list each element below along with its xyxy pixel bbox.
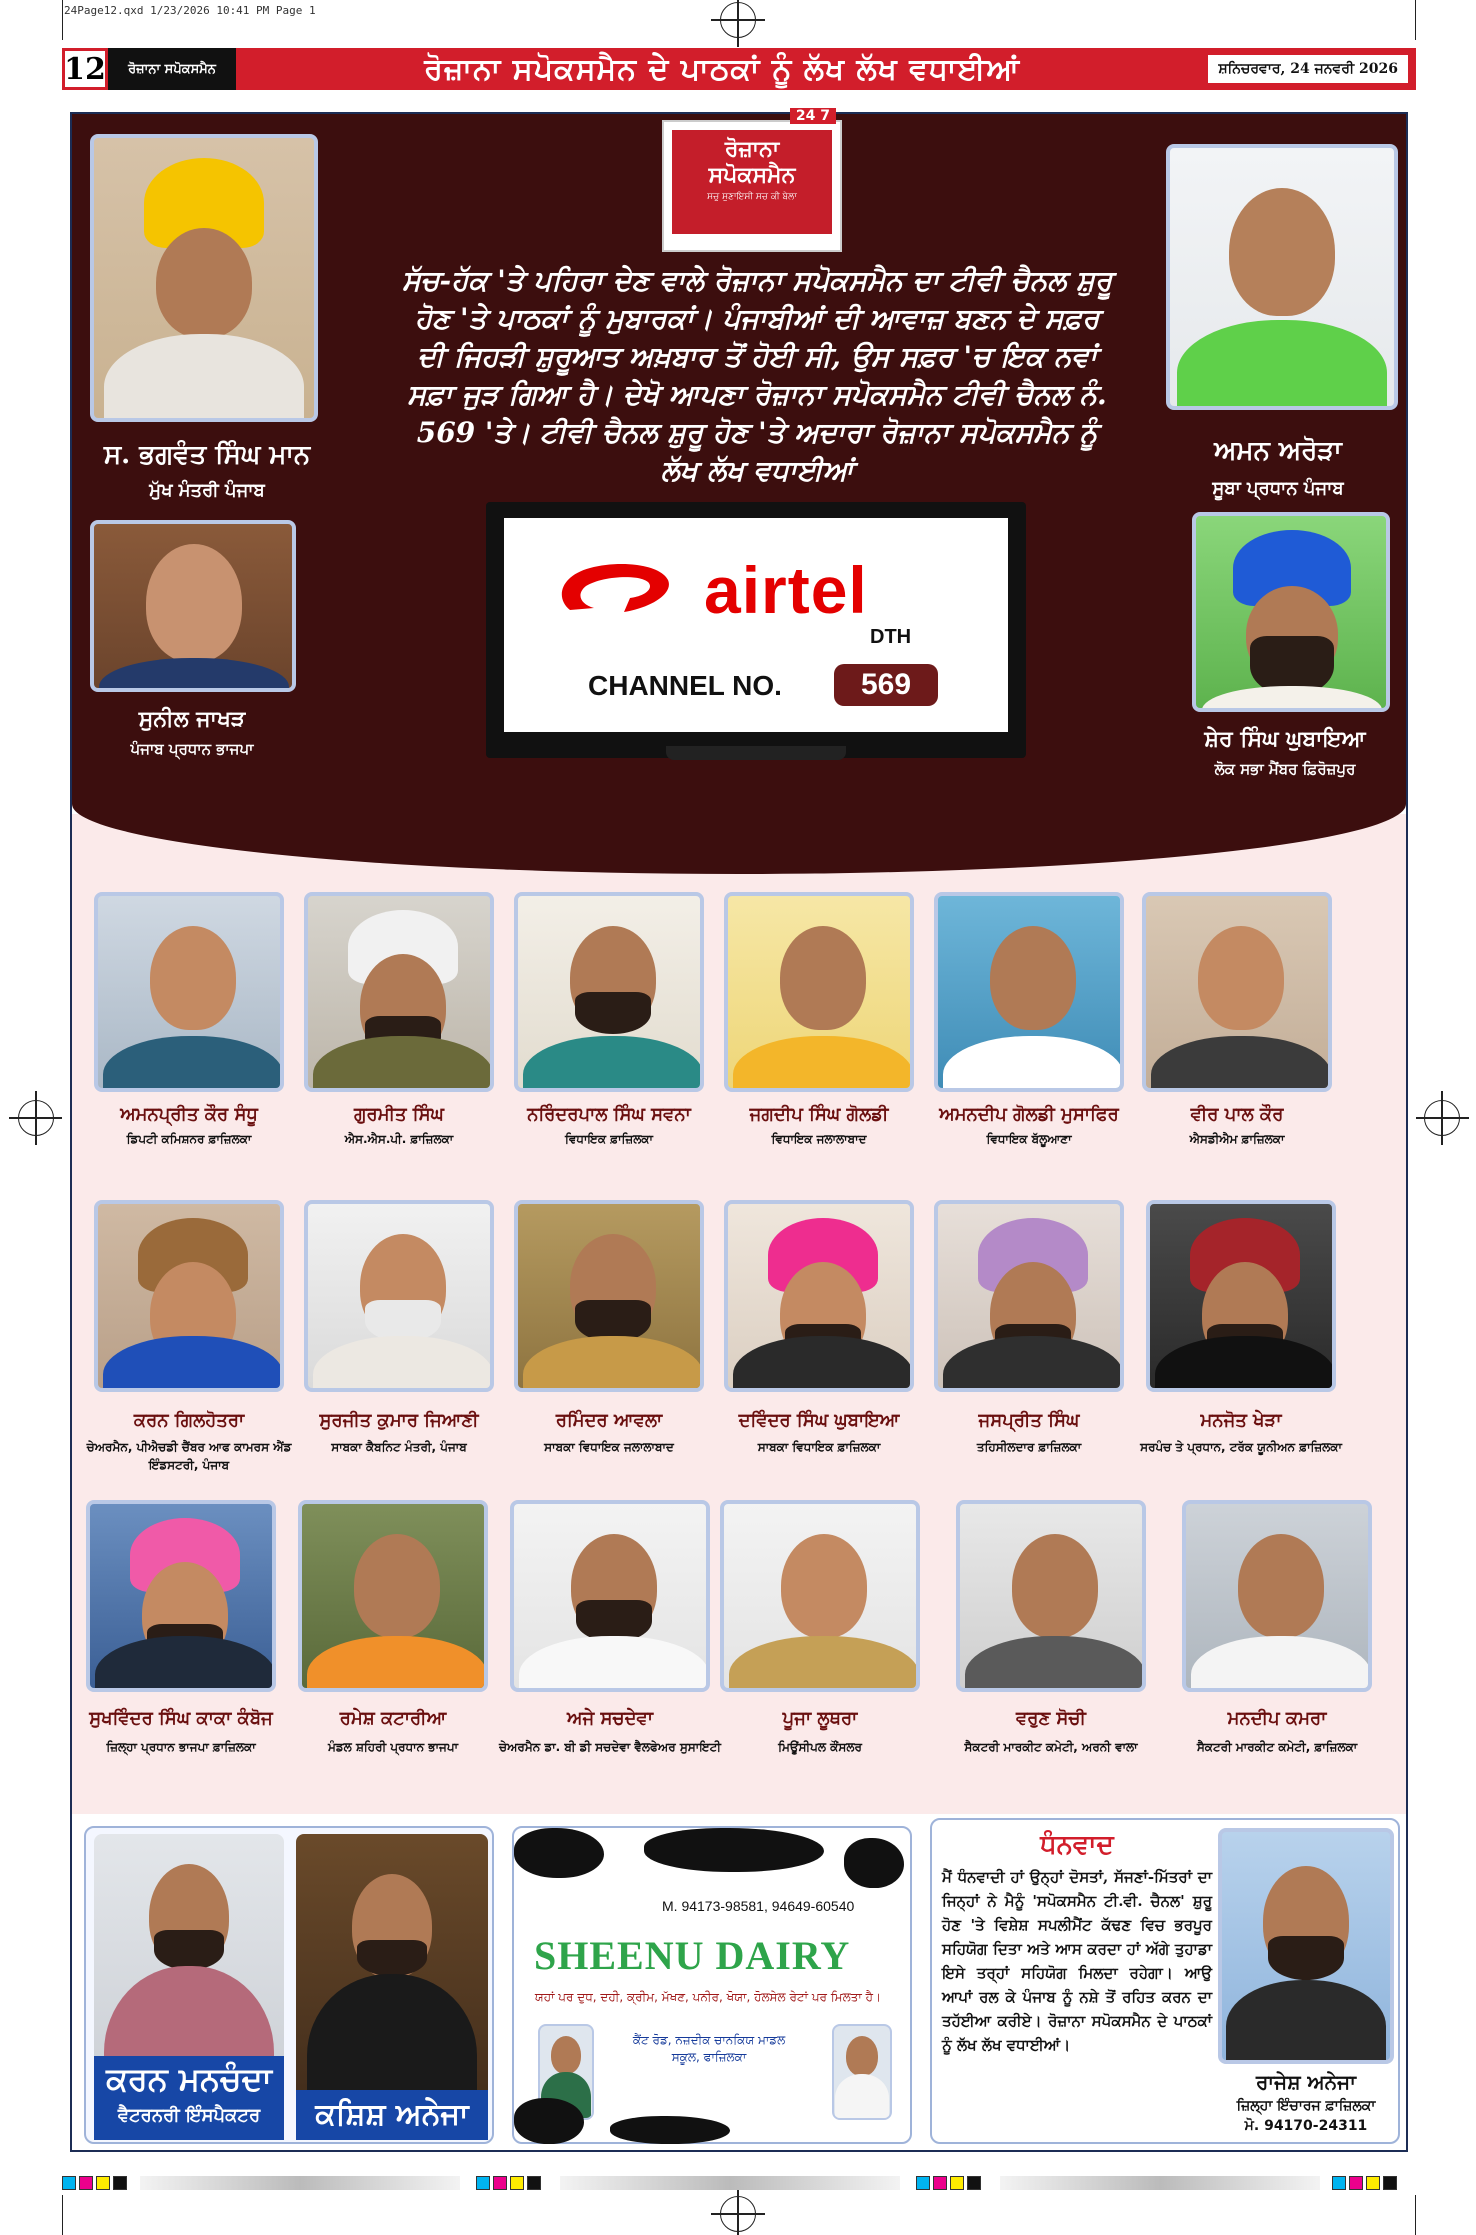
grey-bar bbox=[1000, 2176, 1320, 2190]
person-name: ਜਸਪ੍ਰੀਤ ਸਿੰਘ bbox=[978, 1410, 1080, 1431]
sheenu-dairy-ad bbox=[512, 1826, 912, 2144]
person-photo bbox=[94, 1200, 284, 1392]
channel-label: CHANNEL NO. bbox=[588, 670, 782, 701]
dairy-tagline: ਯਹਾਂ ਪਰ ਦੁਧ, ਦਹੀ, ਕ੍ਰੀਮ, ਮੱਖਣ, ਪਨੀਰ, ਖੋਯਾ, ਹੋਲਸੇਲ ਰੇਟਾਂ ਪਰ ਮਿਲਤਾ ਹੈ। bbox=[534, 1990, 882, 2004]
grey-bar bbox=[140, 2176, 460, 2190]
thanks-text: ਮੈਂ ਧੰਨਵਾਦੀ ਹਾਂ ਉਨ੍ਹਾਂ ਦੋਸਤਾਂ, ਸੱਜਣਾਂ-ਮਿੱਤਰਾਂ ਦਾ ਜਿਨ੍ਹਾਂ ਨੇ ਮੈਨੂੰ 'ਸਪੋਕਸਮੈਨ ਟੀ.ਵੀ. ਚੈਨਲ' ਸ਼ੁਰੂ ਹੋਣ 'ਤੇ ਵਿਸ਼ੇਸ਼ ਸਪਲੀਮੈਂਟ ਕੱਢਣ ਵਿਚ ਭਰਪੂਰ ਸਹਿਯੋਗ ਦਿਤਾ ਅਤੇ ਆਸ ਕਰਦਾ ਹਾਂ ਅੱਗੇ ਤੁਹਾਡਾ ਇਸੇ ਤਰ੍ਹਾਂ ਸਹਿਯੋਗ ਮਿਲਦਾ ਰਹੇਗਾ। ਆਉ ਆਪਾਂ ਰਲ ਕੇ ਪੰਜਾਬ ਨੂੰ ਨਸ਼ੇ ਤੋਂ ਰਹਿਤ ਕਰਨ ਦਾ ਤਹੱਈਆ ਕਰੀਏ। ਰੋਜ਼ਾਨਾ ਸਪੋਕਸਮੈਨ ਦੇ ਪਾਠਕਾਂ ਨੂੰ ਲੱਖ ਲੱਖ ਵਧਾਈਆਂ। bbox=[942, 1868, 1212, 2054]
person-name: ਮਨਜੋਤ ਖੇੜਾ bbox=[1200, 1410, 1282, 1431]
leader-role: ਮੁੱਖ ਮੰਤਰੀ ਪੰਜਾਬ bbox=[149, 480, 265, 501]
person-photo bbox=[514, 892, 704, 1092]
name-box-kashish bbox=[296, 2090, 488, 2140]
photo-rajesh-aneja bbox=[1218, 1828, 1394, 2064]
page-number: 12 bbox=[62, 48, 108, 90]
grey-bar bbox=[560, 2176, 900, 2190]
person-photo bbox=[934, 892, 1124, 1092]
airtel-wordmark: airtel bbox=[704, 553, 868, 627]
person-name: ਕਰਨ ਗਿਲਹੋਤਰਾ bbox=[133, 1410, 245, 1431]
headline: ਰੋਜ਼ਾਨਾ ਸਪੋਕਸਮੈਨ ਦੇ ਪਾਠਕਾਂ ਨੂੰ ਲੱਖ ਲੱਖ ਵਧਾਈਆਂ bbox=[424, 51, 1021, 87]
person-photo bbox=[1182, 1500, 1372, 1692]
leader-role: ਪੰਜਾਬ ਪ੍ਰਧਾਨ ਭਾਜਪਾ bbox=[130, 740, 254, 758]
person-name: ਜਗਦੀਪ ਸਿੰਘ ਗੋਲਡੀ bbox=[749, 1104, 889, 1125]
registration-mark-left bbox=[18, 1100, 54, 1136]
person-name: ਸੁਰਜੀਤ ਕੁਮਾਰ ਜਿਆਣੀ bbox=[319, 1410, 479, 1431]
photo-sher-singh-ghubaya bbox=[1192, 512, 1390, 712]
person-role: ਵਿਧਾਇਕ ਜਲਾਲਾਬਾਦ bbox=[771, 1132, 867, 1146]
airtel-logo-icon bbox=[550, 558, 700, 628]
page-date: ਸ਼ਨਿਚਰਵਾਰ, 24 ਜਨਵਰੀ 2026 bbox=[1208, 55, 1408, 83]
person-name: ਵਰੁਣ ਸੋਚੀ bbox=[1016, 1708, 1086, 1729]
person-name: ਗੁਰਮੀਤ ਸਿੰਘ bbox=[354, 1104, 444, 1125]
cow-spot bbox=[514, 1828, 604, 1878]
person-photo bbox=[304, 1200, 494, 1392]
dairy-address: ਕੈਂਟ ਰੋਡ, ਨਜ਼ਦੀਕ ਚਾਨਕਿਯ ਮਾਡਲ ਸਕੂਲ, ਫਾਜ਼ਿਲਕਾ bbox=[632, 2033, 786, 2064]
person-role: ਸੈਕਟਰੀ ਮਾਰਕੀਟ ਕਮੇਟੀ, ਫ਼ਾਜ਼ਿਲਕਾ bbox=[1196, 1740, 1358, 1754]
photo-aman-arora bbox=[1166, 144, 1398, 410]
crop-mark bbox=[62, 0, 63, 40]
person-photo bbox=[720, 1500, 920, 1692]
color-bar bbox=[62, 2176, 130, 2190]
person-photo bbox=[1146, 1200, 1336, 1392]
person-role: ਸਾਬਕਾ ਕੈਬਨਿਟ ਮੰਤਰੀ, ਪੰਜਾਬ bbox=[331, 1440, 467, 1454]
dairy-owner-photo bbox=[832, 2024, 892, 2120]
supplement-panel bbox=[70, 108, 1408, 2152]
logo-tagline: ਸਚੁ ਸੁਣਾਇਸੀ ਸਚ ਕੀ ਬੇਲਾ bbox=[707, 192, 797, 202]
person-name: ਨਰਿੰਦਰਪਾਲ ਸਿੰਘ ਸਵਨਾ bbox=[527, 1104, 691, 1125]
cow-spot bbox=[610, 2116, 730, 2144]
crop-mark bbox=[1415, 2195, 1416, 2235]
person-role: ਐਸਡੀਐਮ ਫ਼ਾਜ਼ਿਲਕਾ bbox=[1189, 1132, 1285, 1146]
person-role: ਸਰਪੰਚ ਤੇ ਪ੍ਰਧਾਨ, ਟਰੱਕ ਯੂਨੀਅਨ ਫ਼ਾਜ਼ਿਲਕਾ bbox=[1140, 1440, 1342, 1454]
person-role: ਜ਼ਿਲ੍ਹਾ ਪ੍ਰਧਾਨ ਭਾਜਪਾ ਫ਼ਾਜ਼ਿਲਕਾ bbox=[106, 1740, 256, 1754]
thanks-title: ਧੰਨਵਾਦ bbox=[1040, 1830, 1114, 1860]
person-name: ਵੀਰ ਪਾਲ ਕੌਰ bbox=[1190, 1104, 1284, 1125]
congratulations-message: ਸੱਚ-ਹੱਕ 'ਤੇ ਪਹਿਰਾ ਦੇਣ ਵਾਲੇ ਰੋਜ਼ਾਨਾ ਸਪੋਕਸਮੈਨ ਦਾ ਟੀਵੀ ਚੈਨਲ ਸ਼ੁਰੂ ਹੋਣ 'ਤੇ ਪਾਠਕਾਂ ਨੂੰ ਮੁਬਾਰਕਾਂ। ਪੰਜਾਬੀਆਂ ਦੀ ਆਵਾਜ਼ ਬਣਨ ਦੇ ਸਫ਼ਰ ਦੀ ਜਿਹੜੀ ਸ਼ੁਰੂਆਤ ਅਖ਼ਬਾਰ ਤੋਂ ਹੋਈ ਸੀ, ਉਸ ਸਫ਼ਰ 'ਚ ਇਕ ਨਵਾਂ ਸਫ਼ਾ ਜੁੜ ਗਿਆ ਹੈ। ਦੇਖੋ ਆਪਣਾ ਰੋਜ਼ਾਨਾ ਸਪੋਕਸਮੈਨ ਟੀਵੀ ਚੈਨਲ ਨੰ. 569 'ਤੇ। ਟੀਵੀ ਚੈਨਲ ਸ਼ੁਰੂ ਹੋਣ 'ਤੇ ਅਦਾਰਾ ਰੋਜ਼ਾਨਾ ਸਪੋਕਸਮੈਨ ਨੂੰ ਲੱਖ ਲੱਖ ਵਧਾਈਆਂ bbox=[402, 264, 1112, 487]
registration-mark-right bbox=[1424, 1100, 1460, 1136]
leader-role: ਲੋਕ ਸਭਾ ਮੈਂਬਰ ਫ਼ਿਰੋਜ਼ਪੁਰ bbox=[1214, 760, 1356, 778]
dth-label: DTH bbox=[870, 626, 912, 648]
person-name: ਮਨਦੀਪ ਕਮਰਾ bbox=[1227, 1708, 1327, 1729]
photo-bhagwant-mann bbox=[90, 134, 318, 422]
logo-line1: ਰੋਜ਼ਾਨਾ bbox=[724, 136, 780, 162]
crop-mark bbox=[62, 2195, 63, 2235]
header-brand: ਰੋਜ਼ਾਨਾ ਸਪੋਕਸਮੈਨ bbox=[108, 48, 236, 90]
person-name: ਦਵਿੰਦਰ ਸਿੰਘ ਘੁਬਾਇਆ bbox=[738, 1410, 900, 1431]
person-photo bbox=[934, 1200, 1124, 1392]
tv-frame bbox=[486, 502, 1026, 758]
color-bar bbox=[1332, 2176, 1400, 2190]
person-role: ਸੈਕਟਰੀ ਮਾਰਕੀਟ ਕਮੇਟੀ, ਅਰਨੀ ਵਾਲਾ bbox=[964, 1740, 1138, 1754]
leader-name: ਸ਼ੇਰ ਸਿੰਘ ਘੁਬਾਇਆ bbox=[1204, 726, 1366, 752]
leader-name: ਸ. ਭਗਵੰਤ ਸਿੰਘ ਮਾਨ bbox=[103, 440, 311, 470]
print-slug: 24Page12.qxd 1/23/2026 10:41 PM Page 1 bbox=[64, 4, 316, 17]
tv-stand bbox=[666, 746, 846, 760]
person-photo bbox=[514, 1200, 704, 1392]
person-role: ਮਿਊਂਸੀਪਲ ਕੌਂਸਲਰ bbox=[778, 1740, 862, 1754]
photo-sunil-jakhar bbox=[90, 520, 296, 692]
dairy-name: SHEENU DAIRY bbox=[534, 1933, 851, 1978]
newspaper-page bbox=[62, 48, 1416, 2168]
logo-badge: 24 7 bbox=[790, 108, 836, 124]
cow-spot bbox=[514, 2098, 584, 2144]
name-box-karan bbox=[94, 2056, 284, 2140]
dairy-phone: M. 94173-98581, 94649-60540 bbox=[662, 1898, 855, 1914]
person-role: ਚੇਅਰਮੈਨ ਡਾ. ਬੀ ਡੀ ਸਚਦੇਵਾ ਵੈਲਫੇਅਰ ਸੁਸਾਇਟੀ bbox=[499, 1740, 721, 1754]
logo-line2: ਸਪੋਕਸਮੈਨ bbox=[708, 162, 796, 188]
person-photo bbox=[1142, 892, 1332, 1092]
crop-mark bbox=[1415, 0, 1416, 40]
person-role: ਐਸ.ਐਸ.ਪੀ. ਫ਼ਾਜ਼ਿਲਕਾ bbox=[344, 1132, 454, 1146]
person-name: ਸੁਖਵਿੰਦਰ ਸਿੰਘ ਕਾਕਾ ਕੰਬੋਜ bbox=[89, 1708, 273, 1729]
photo-kashish-aneja bbox=[296, 1834, 488, 2134]
person-photo bbox=[724, 892, 914, 1092]
person-photo bbox=[298, 1500, 488, 1692]
person-photo bbox=[304, 892, 494, 1092]
thanks-name: ਰਾਜੇਸ਼ ਅਨੇਜਾ bbox=[1256, 2070, 1356, 2094]
cow-spot bbox=[644, 1828, 824, 1872]
person-role: ਚੇਅਰਮੈਨ, ਪੀਐਚਡੀ ਚੈਂਬਰ ਆਫ ਕਾਮਰਸ ਐਂਡ ਇੰਡਸਟਰੀ, ਪੰਜਾਬ bbox=[86, 1440, 292, 1472]
person-name: ਰਮਿੰਦਰ ਆਵਲਾ bbox=[555, 1410, 663, 1431]
person-name: ਪੂਜਾ ਲੂਥਰਾ bbox=[782, 1708, 858, 1729]
color-bar bbox=[916, 2176, 984, 2190]
channel-number: 569 bbox=[834, 664, 938, 706]
person-role: ਵੈਟਰਨਰੀ ਇੰਸਪੈਕਟਰ bbox=[117, 2105, 261, 2126]
person-photo bbox=[86, 1500, 276, 1692]
person-name: ਅਮਨਪ੍ਰੀਤ ਕੌਰ ਸੰਧੂ bbox=[120, 1104, 258, 1125]
person-photo bbox=[510, 1500, 710, 1692]
person-role: ਸਾਬਕਾ ਵਿਧਾਇਕ ਜਲਾਲਾਬਾਦ bbox=[544, 1440, 674, 1454]
person-role: ਵਿਧਾਇਕ ਫ਼ਾਜ਼ਿਲਕਾ bbox=[565, 1132, 653, 1146]
page-header bbox=[62, 48, 1416, 90]
person-name: ਅਮਨਦੀਪ ਗੋਲਡੀ ਮੁਸਾਫਿਰ bbox=[939, 1104, 1119, 1125]
cow-spot bbox=[844, 1838, 904, 1888]
spokesman-logo bbox=[662, 108, 842, 252]
registration-mark-bottom bbox=[720, 2196, 756, 2232]
person-name: ਕਰਨ ਮਨਚੰਦਾ bbox=[106, 2060, 272, 2098]
registration-mark-top bbox=[720, 2, 756, 38]
thanks-role: ਜ਼ਿਲ੍ਹਾ ਇੰਚਾਰਜ ਫ਼ਾਜ਼ਿਲਕਾ bbox=[1236, 2098, 1376, 2114]
person-name: ਰਮੇਸ਼ ਕਟਾਰੀਆ bbox=[339, 1708, 447, 1729]
person-name: ਕਸ਼ਿਸ਼ ਅਨੇਜਾ bbox=[315, 2097, 469, 2132]
person-name: ਅਜੇ ਸਚਦੇਵਾ bbox=[567, 1708, 653, 1729]
thanks-card bbox=[930, 1818, 1400, 2144]
leader-name: ਸੁਨੀਲ ਜਾਖੜ bbox=[138, 706, 246, 732]
leader-name: ਅਮਨ ਅਰੋੜਾ bbox=[1214, 436, 1342, 466]
person-photo bbox=[94, 892, 284, 1092]
color-bar bbox=[476, 2176, 544, 2190]
person-role: ਡਿਪਟੀ ਕਮਿਸ਼ਨਰ ਫ਼ਾਜ਼ਿਲਕਾ bbox=[126, 1132, 252, 1146]
person-role: ਤਹਿਸੀਲਦਾਰ ਫ਼ਾਜ਼ਿਲਕਾ bbox=[976, 1440, 1082, 1454]
card-karan-manchanda bbox=[84, 1826, 494, 2144]
person-role: ਵਿਧਾਇਕ ਬੱਲੂਆਣਾ bbox=[986, 1132, 1072, 1146]
person-role: ਮੰਡਲ ਸ਼ਹਿਰੀ ਪ੍ਰਧਾਨ ਭਾਜਪਾ bbox=[327, 1740, 459, 1754]
person-photo bbox=[724, 1200, 914, 1392]
tv-screen bbox=[504, 518, 1008, 732]
leader-role: ਸੂਬਾ ਪ੍ਰਧਾਨ ਪੰਜਾਬ bbox=[1212, 478, 1344, 499]
person-role: ਸਾਬਕਾ ਵਿਧਾਇਕ ਫ਼ਾਜ਼ਿਲਕਾ bbox=[757, 1440, 881, 1454]
thanks-phone: ਮੋ. 94170-24311 bbox=[1244, 2118, 1368, 2134]
person-photo bbox=[956, 1500, 1146, 1692]
